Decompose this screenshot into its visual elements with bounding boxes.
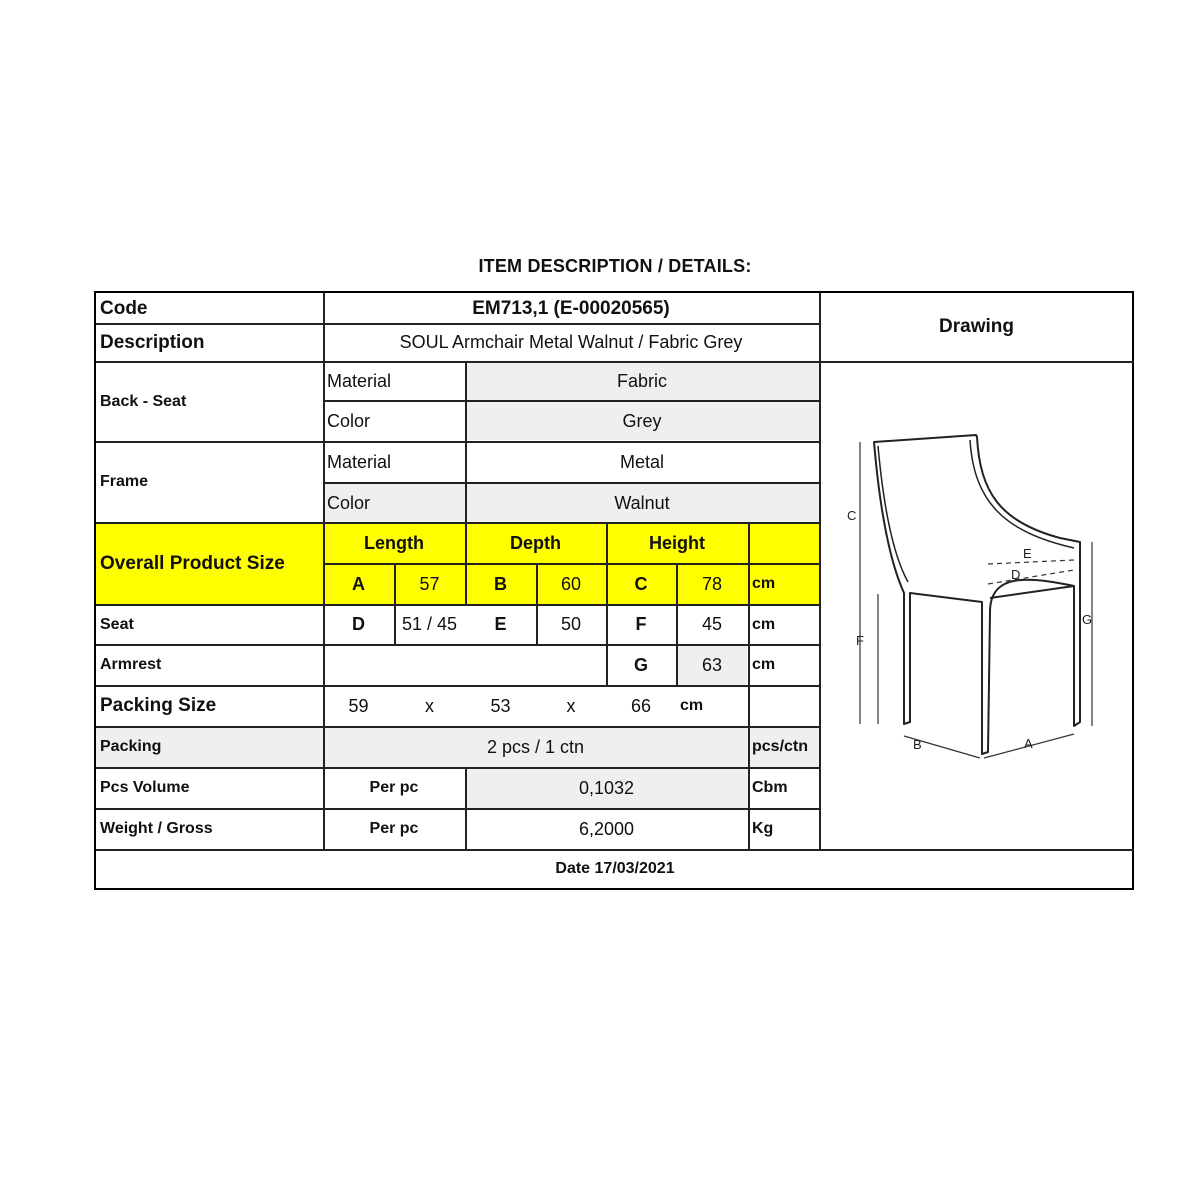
packing-x-separator: x [425, 695, 434, 716]
drawing-letter-f: F [856, 633, 864, 648]
packing-label: Packing [100, 738, 162, 755]
drawing-letter-g: G [1082, 612, 1093, 627]
pcs-volume-label: Pcs Volume [100, 779, 190, 796]
dim-value-f: 45 [701, 614, 723, 634]
packing-size-label: Packing Size [100, 695, 217, 716]
length-header: Length [364, 532, 424, 553]
packing-height: 66 [630, 695, 652, 716]
packing-x-separator: x [566, 695, 576, 716]
drawing-letter-d: D [1011, 567, 1021, 582]
product-code: EM713,1 (E-00020565) [472, 298, 670, 319]
pcs-volume-unit: Cbm [752, 779, 788, 796]
back-seat-label: Back - Seat [100, 392, 187, 410]
back-seat-material-label: Material [327, 370, 392, 391]
drawing-letter-b: B [913, 737, 922, 752]
packing-size-unit: cm [680, 697, 704, 714]
dim-letter-b: B [494, 573, 507, 594]
dim-letter-a: A [352, 573, 365, 594]
height-header: Height [649, 532, 705, 553]
dim-letter-f: F [635, 614, 647, 634]
overall-unit: cm [752, 575, 776, 592]
page-title: ITEM DESCRIPTION / DETAILS: [478, 256, 752, 276]
footer-date: Date 17/03/2021 [555, 860, 675, 877]
weight-gross-label: Weight / Gross [100, 820, 213, 837]
code-label: Code [100, 298, 148, 319]
dim-letter-c: C [634, 573, 648, 594]
dim-letter-e: E [494, 614, 507, 634]
back-seat-color-value: Grey [622, 410, 662, 431]
armrest-label: Armrest [100, 656, 162, 673]
drawing-label: Drawing [939, 316, 1014, 337]
frame-label: Frame [100, 473, 149, 490]
product-description: SOUL Armchair Metal Walnut / Fabric Grey [399, 332, 743, 352]
dim-value-d: 51 / 45 [401, 614, 458, 634]
depth-header: Depth [510, 532, 561, 553]
packing-value: 2 pcs / 1 ctn [486, 736, 585, 757]
dim-letter-g: G [633, 654, 648, 675]
pcs-volume-per: Per pc [369, 779, 419, 796]
weight-per: Per pc [369, 820, 419, 837]
armrest-unit: cm [752, 656, 776, 673]
pcs-volume-value: 0,1032 [578, 777, 635, 798]
drawing-letter-c: C [847, 508, 857, 523]
dim-value-e: 50 [560, 614, 582, 634]
packing-width: 53 [490, 695, 511, 716]
packing-length: 59 [348, 695, 369, 716]
overall-size-label: Overall Product Size [100, 552, 285, 574]
weight-unit: Kg [752, 820, 774, 837]
dim-value-c: 78 [701, 573, 723, 594]
drawing-letter-e: E [1023, 546, 1032, 561]
seat-label: Seat [100, 615, 134, 633]
dim-letter-d: D [352, 614, 365, 634]
drawing-letter-a: A [1024, 736, 1033, 751]
dim-value-g: 63 [701, 654, 723, 675]
frame-color-value: Walnut [614, 492, 670, 513]
back-seat-material-value: Fabric [616, 370, 667, 391]
dim-value-a: 57 [419, 573, 440, 594]
frame-color-label: Color [327, 492, 371, 513]
seat-unit: cm [752, 615, 776, 633]
dim-value-b: 60 [560, 573, 582, 594]
back-seat-color-label: Color [327, 410, 371, 431]
armchair-dimension-drawing-icon [820, 362, 1133, 849]
description-label: Description [100, 331, 205, 353]
packing-unit: pcs/ctn [752, 738, 809, 755]
weight-value: 6,2000 [578, 818, 635, 839]
frame-material-label: Material [327, 451, 392, 472]
item-details-table [94, 291, 1134, 890]
frame-material-value: Metal [619, 451, 664, 472]
